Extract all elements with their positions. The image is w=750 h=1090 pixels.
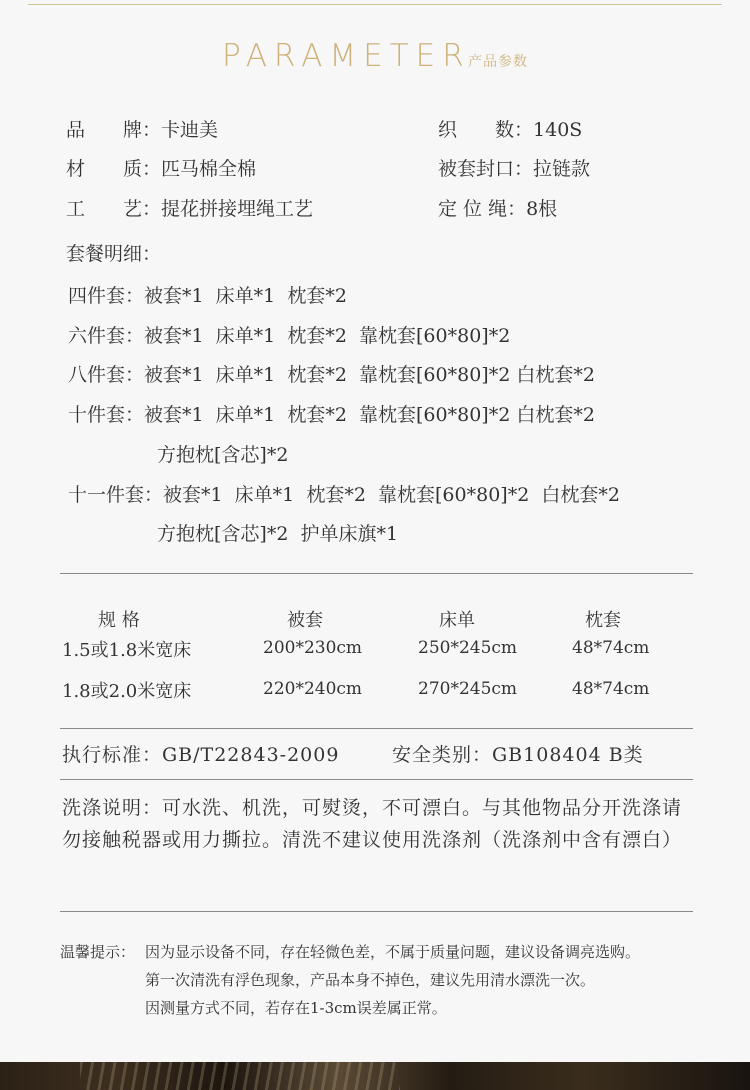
spec-label: 工 艺： — [66, 198, 162, 220]
package-contents: 被套*1 床单*1 枕套*2 — [144, 285, 347, 307]
package-11pc — [68, 483, 620, 507]
divider — [60, 573, 693, 574]
spec-brand — [66, 118, 218, 142]
exec-standard: 执行标准：GB/T22843-2009 — [62, 744, 340, 766]
spec-material — [66, 157, 256, 181]
spec-value: 140S — [533, 119, 583, 141]
spec-value: 8根 — [526, 198, 558, 220]
divider — [60, 728, 693, 729]
spec-label: 定 位 绳： — [438, 198, 527, 220]
spec-label: 被套封口： — [438, 158, 534, 180]
note-line: 第一次清洗有浮色现象，产品本身不掉色，建议先用清水漂洗一次。 — [145, 971, 596, 989]
top-divider — [28, 4, 722, 5]
package-10pc — [68, 403, 595, 427]
spec-value: 匹马棉全棉 — [161, 158, 257, 180]
package-8pc — [68, 363, 595, 387]
table-cell: 1.5或1.8米宽床 — [62, 640, 192, 661]
divider — [60, 911, 693, 912]
washing-instructions: 洗涤说明：可水洗、机洗，可熨烫，不可漂白。与其他物品分开洗涤请勿接触税器或用力撕拉。清洗不建议使用洗涤剂（洗涤剂中含有漂白） — [62, 797, 683, 851]
table-cell: 220*240cm — [263, 679, 363, 699]
spec-value: 拉链款 — [533, 158, 591, 180]
spec-label: 织 数： — [438, 119, 534, 141]
package-label: 十一件套： — [68, 484, 164, 506]
table-header-duvet: 被套 — [287, 610, 323, 631]
table-cell: 48*74cm — [572, 679, 650, 699]
note-line: 因为显示设备不同，存在轻微色差，不属于质量问题，建议设备调亮选购。 — [145, 943, 641, 961]
package-contents: 被套*1 床单*1 枕套*2 靠枕套[60*80]*2 白枕套*2 — [163, 484, 620, 506]
table-header-sheet: 床单 — [439, 610, 475, 631]
table-cell: 250*245cm — [418, 638, 518, 658]
notes-label: 温馨提示： — [60, 943, 136, 961]
package-label: 十件套： — [68, 404, 145, 426]
spec-label: 材 质： — [66, 158, 162, 180]
package-11pc-line2: 方抱枕[含芯]*2 护单床旗*1 — [157, 523, 399, 545]
table-cell: 200*230cm — [263, 638, 363, 658]
note-line: 因测量方式不同，若存在1-3cm误差属正常。 — [145, 999, 447, 1017]
package-contents: 被套*1 床单*1 枕套*2 靠枕套[60*80]*2 白枕套*2 — [144, 404, 595, 426]
header-title-cn: 产品参数 — [468, 54, 528, 70]
spec-label: 品 牌： — [66, 119, 162, 141]
table-cell: 1.8或2.0米宽床 — [62, 681, 192, 702]
package-label: 四件套： — [68, 285, 145, 307]
spec-value: 卡迪美 — [161, 119, 219, 141]
table-cell: 48*74cm — [572, 638, 650, 658]
divider — [60, 779, 693, 780]
package-label: 六件套： — [68, 325, 145, 347]
packages-title: 套餐明细： — [66, 243, 162, 265]
product-photo-strip — [0, 1062, 750, 1090]
spec-craft — [66, 197, 313, 221]
spec-thread-count — [438, 118, 582, 142]
spec-value: 提花拼接埋绳工艺 — [161, 198, 314, 220]
package-contents: 被套*1 床单*1 枕套*2 靠枕套[60*80]*2 — [144, 325, 511, 347]
table-header-pillowcase: 枕套 — [585, 610, 621, 631]
package-10pc-line2: 方抱枕[含芯]*2 — [157, 444, 289, 466]
package-6pc — [68, 324, 510, 348]
spec-closure — [438, 157, 590, 181]
table-cell: 270*245cm — [418, 679, 518, 699]
spec-ties — [438, 197, 557, 221]
table-header-spec: 规 格 — [98, 610, 140, 631]
package-contents: 被套*1 床单*1 枕套*2 靠枕套[60*80]*2 白枕套*2 — [144, 364, 595, 386]
package-4pc — [68, 284, 347, 308]
safety-category: 安全类别：GB108404 B类 — [392, 744, 644, 766]
photo-detail — [80, 1062, 400, 1090]
header-title-en: PARAMETER — [222, 38, 471, 74]
package-label: 八件套： — [68, 364, 145, 386]
